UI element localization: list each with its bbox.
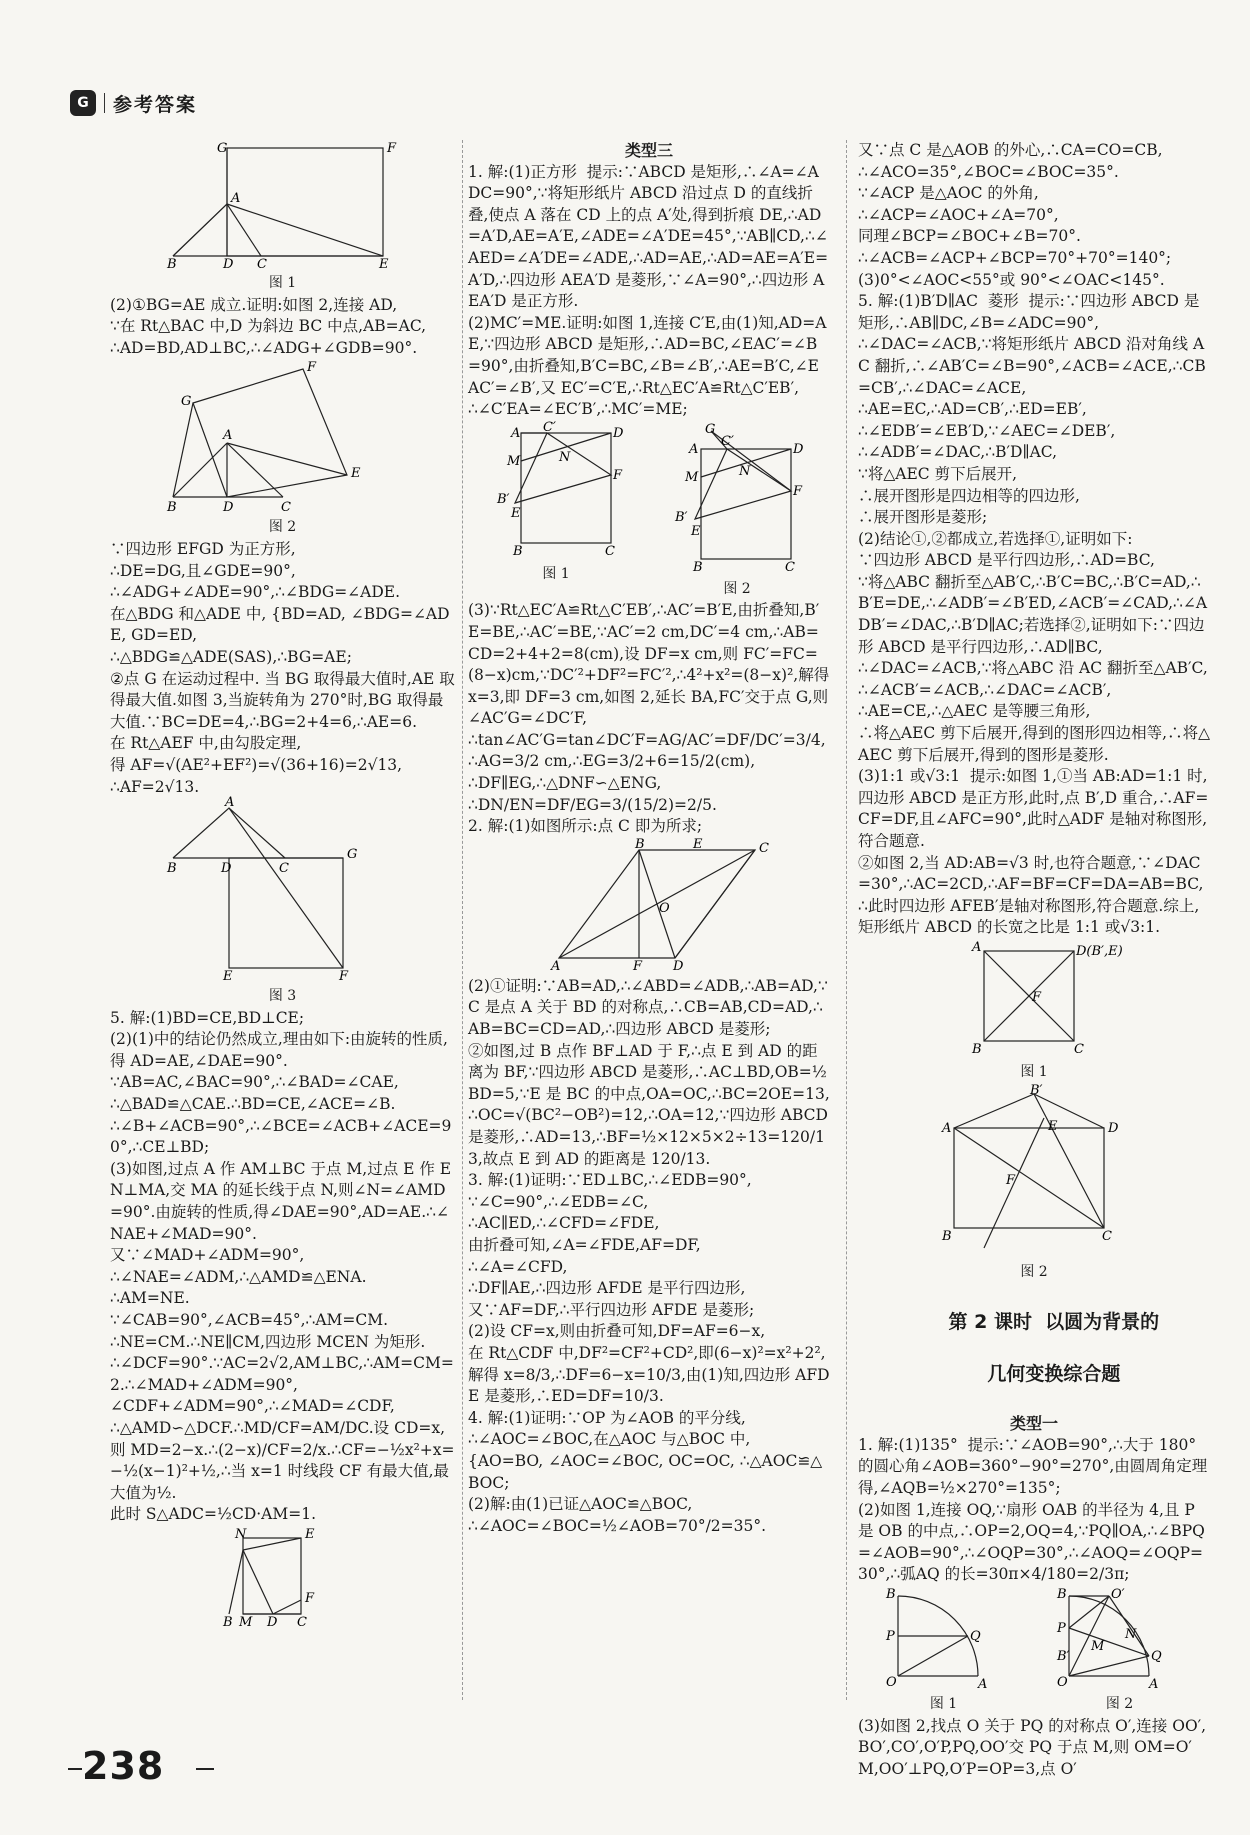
svg-text:G: G: [180, 394, 191, 410]
svg-text:O′: O′: [1110, 1586, 1125, 1602]
svg-text:P: P: [1056, 1620, 1066, 1636]
solution-text: 1. 解:(1)135° 提示:∵∠AOB=90°,∴大于 180°的圆心角∠AOB=360°−90°=270°,由圆周角定理得,∠AQB=½×270°=135°; (2)如图 1,连接 OQ,∵扇形 OAB 的半径为 4,且 P 是 OB 的中点,∴OP=2,OQ=4,∵PQ∥OA,∴∠BPQ=∠AOB=90°,∴∠OQP=30°,∴∠AOQ=∠OQP=30°,∴弧AQ 的长=30π×4/180=2/3π;: [858, 1435, 1208, 1584]
solution-text: (3)如图 2,找点 O 关于 PQ 的对称点 O′,连接 OO′,BO′,CO′,O′P,PQ,OO′交 PQ 于点 M,则 OM=O′M,OO′⊥PQ,O′P=OP=3,点 O′: [858, 1716, 1207, 1778]
figure-rectangle-mcen: [222, 1526, 343, 1630]
svg-text:A: A: [977, 1676, 987, 1692]
svg-text:E: E: [350, 466, 360, 482]
page-header-title: 参考答案: [113, 93, 198, 116]
svg-text:F: F: [1006, 1172, 1016, 1188]
svg-text:C: C: [278, 861, 289, 877]
svg-text:F: F: [793, 483, 803, 499]
column-right: [858, 140, 1210, 1780]
svg-text:C: C: [256, 257, 267, 272]
svg-text:G: G: [346, 847, 357, 863]
lesson-title-line-1: 第 2 课时 以圆为背景的: [948, 1311, 1160, 1334]
svg-text:B: B: [166, 257, 177, 272]
svg-text:Q: Q: [969, 1628, 981, 1644]
figure-caption: 图 2: [1020, 1263, 1048, 1280]
svg-text:O: O: [659, 900, 670, 916]
svg-text:C: C: [759, 840, 769, 856]
svg-text:N: N: [234, 1526, 246, 1542]
figure-quarter-circle-2: [1055, 1586, 1185, 1692]
svg-text:A: A: [972, 939, 982, 955]
svg-text:D: D: [613, 425, 624, 441]
figure-square-bdgef-1: [163, 141, 403, 272]
lesson-title-line-2: 几何变换综合题: [987, 1363, 1121, 1386]
svg-text:M: M: [507, 453, 521, 469]
svg-text:Q: Q: [1150, 1648, 1162, 1664]
column-divider: [846, 140, 847, 1700]
figure-caption: 图 1: [268, 275, 297, 291]
svg-text:B: B: [1056, 1586, 1067, 1602]
svg-text:C: C: [1074, 1041, 1084, 1057]
svg-text:B: B: [513, 543, 523, 559]
svg-text:O: O: [1056, 1674, 1068, 1690]
solution-text: 5. 解:(1)BD=CE,BD⊥CE; (2)(1)中的结论仍然成立,理由如下:由旋转的性质,得 AD=AE,∠DAE=90°. ∵AB=AC,∠BAC=90°,∴∠BAD=∠CAE, ∴△BAD≌△CAE.∴BD=CE,∠ACE=∠B. ∴∠B+∠ACB=90°,∴∠BCE=∠ACB+∠ACE=90°,∴CE⊥BD; (3)如图,过点 A 作 AM⊥BC 于点 M,过点 E 作 EN⊥MA,交 MA 的延长线于点 N,则∠N=∠AMD=90°.由旋转的性质,得∠DAE=90°,AD=AE.∴∠NAE+∠MAD=90°. 又∵∠MAD+∠ADM=90°, ∴∠NAE=∠ADM,∴△AMD≌△ENA. ∴AM=NE. ∵∠CAB=90°,∠ACB=45°,∴AM=CM. ∴NE=CM.∴NE∥CM,四边形 MCEN 为矩形. ∴∠DCF=90°.∵AC=2√2,AM⊥BC,∴AM=CM=2.∴∠MAD+∠ADM=90°, ∠CDF+∠ADM=90°,∴∠MAD=∠CDF, ∴△AMD∽△DCF.∴MD/CF=AM/DC.设 CD=x,则 MD=2−x.∴(2−x)/CF=2/x.∴CF=−½x²+x=−½(x−1)²+½,∴当 x=1 时线段 CF 有最大值,最大值为½. 此时 S△ADC=½CD·AM=1.: [110, 1008, 455, 1524]
svg-text:A: A: [511, 425, 521, 441]
svg-text:C: C: [1102, 1228, 1112, 1244]
svg-text:A: A: [942, 1120, 952, 1136]
solution-text: 2. 解:(1)如图所示:点 C 即为所求;: [468, 817, 703, 836]
page-number-rule-left: [68, 1768, 82, 1770]
svg-text:B: B: [166, 500, 177, 516]
svg-text:E: E: [511, 505, 521, 521]
svg-text:M: M: [238, 1614, 252, 1630]
figure-sector-1: [884, 1586, 1004, 1716]
svg-text:D: D: [1108, 1120, 1119, 1136]
svg-text:C: C: [605, 543, 615, 559]
svg-text:C′: C′: [543, 419, 556, 435]
svg-text:A: A: [222, 428, 232, 444]
svg-text:G: G: [216, 141, 227, 156]
svg-text:N: N: [1124, 1626, 1136, 1642]
figure-square-fold: [964, 939, 1123, 1058]
svg-text:B: B: [942, 1228, 952, 1244]
column-divider: [462, 140, 463, 1700]
svg-text:E: E: [304, 1526, 314, 1542]
svg-text:E: E: [222, 969, 232, 985]
svg-text:D: D: [222, 257, 233, 272]
svg-text:M: M: [1090, 1638, 1104, 1654]
section-type-title: 类型一: [1009, 1414, 1058, 1434]
svg-text:D(B′,E): D(B′,E): [1076, 943, 1123, 959]
svg-text:N: N: [739, 463, 751, 479]
svg-text:A: A: [224, 795, 234, 811]
svg-text:E: E: [691, 523, 701, 539]
figure-square-rotated-3: [163, 795, 403, 985]
svg-text:A: A: [551, 958, 561, 974]
figure-caption: 图 2: [723, 580, 751, 597]
figure-rotated-square-2: [163, 360, 403, 516]
svg-text:F: F: [386, 141, 396, 156]
solution-text: 又∵点 C 是△AOB 的外心,∴CA=CO=CB, ∴∠ACO=35°,∠BOC=∠BOC=35°. ∵∠ACP 是△AOC 的外角, ∴∠ACP=∠AOC+∠A=70°, 同理∠BCP=∠BOC+∠B=70°. ∴∠ACB=∠ACP+∠BCP=70°+70°=140°; (3)0°<∠AOC<55°或 90°<∠OAC<145°. 5. 解:(1)B′D∥AC 菱形 提示:∵四边形 ABCD 是矩形,∴AB∥DC,∠B=∠ADC=90°, ∴∠DAC=∠ACB,∵将矩形纸片 ABCD 沿对角线 AC 翻折,∴∠AB′C=∠B=90°,∠ACB=∠ACE,∴CB=CB′,∴∠DAC=∠ACE, ∴AE=EC,∴AD=CB′,∴ED=EB′, ∴∠EDB′=∠EB′D,∵∠AEC=∠DEB′, ∴∠ADB′=∠DAC,∴B′D∥AC, ∵将△AEC 剪下后展开, ∴展开图形是四边相等的四边形, ∴展开图形是菱形; (2)结论①,②都成立,若选择①,证明如下: ∵四边形 ABCD 是平行四边形,∴AD=BC, ∵将△ABC 翻折至△AB′C,∴B′C=BC,∴B′C=AD,∴B′E=DE,∴∠ADB′=∠B′ED,∠ACB′=∠CAD,∴∠ADB′=∠DAC,∴B′D∥AC;若选择②,证明如下:∵四边形 ABCD 是平行四边形,∴AD∥BC, ∴∠DAC=∠ACB,∵将△ABC 沿 AC 翻折至△AB′C,∴∠ACB′=∠ACB,∴∠DAC=∠ACB′, ∴AE=CE,∴△AEC 是等腰三角形, ∴将△AEC 剪下后展开,得到的图形四边相等,∴将△AEC 剪下后展开,得到的图形是菱形. (3)1:1 或√3:1 提示:如图 1,①当 AB:AD=1:1 时,四边形 ABCD 是正方形,此时,点 B′,D 重合,∴AF=CF=DF,且∠AFC=90°,此时△ADF 是轴对称图形,符合题意. ②如图 2,当 AD:AB=√3 时,也符合题意,∵∠DAC=30°,∴AC=2CD,∴AF=BF=CF=DA=AB=BC,∴此时四边形 AFEB′是轴对称图形,符合题意.综上,矩形纸片 ABCD 的长宽之比是 1:1 或√3:1.: [858, 141, 1210, 937]
svg-text:C: C: [280, 500, 291, 516]
svg-text:B: B: [166, 861, 177, 877]
svg-text:F: F: [613, 467, 623, 483]
svg-text:D: D: [222, 500, 233, 516]
figure-fold-2: [667, 421, 807, 601]
svg-text:G: G: [705, 421, 716, 437]
figure-fold-1: [491, 419, 624, 601]
figure-caption: 图 1: [929, 1695, 958, 1712]
svg-text:M: M: [685, 469, 699, 485]
solution-text: (3)∵Rt△EC′A≌Rt△C′EB′,∴AC′=B′E,由折叠知,B′E=BE,∴AC′=BE,∵AC′=2 cm,DC′=4 cm,∴AB=CD=2+4+2=8(cm),设 DF=x cm,则 FC′=FC=(8−x)cm,∵DC′²+DF²=FC′²,∴4²+x²=(8−x)²,解得 x=3,即 DF=3 cm,如图 2,延长 BA,FC′交于点 G,则∠AC′G=∠DC′F, ∴tan∠AC′G=tan∠DC′F=AG/AC′=DF/DC′=3/4, ∴AG=3/2 cm,∴EG=3/2+6=15/2(cm), ∴DF∥EG,∴△DNF∽△ENG, ∴DN/EN=DF/EG=3/(15/2)=2/5.: [468, 601, 830, 814]
svg-text:B: B: [972, 1041, 982, 1057]
header-divider: [104, 93, 105, 113]
svg-text:A: A: [230, 191, 240, 206]
column-middle: [468, 140, 830, 1537]
solution-text: ∵四边形 EFGD 为正方形, ∴DE=DG,且∠GDE=90°, ∴∠ADG+∠ADE=90°,∴∠BDG=∠ADE. 在△BDG 和△ADE 中, {BD=AD, ∠BDG=∠ADE, GD=ED, ∴△BDG≌△ADE(SAS),∴BG=AE; ②点 G 在运动过程中. 当 BG 取得最大值时,AE 取得最大值.如图 3,当旋转角为 270°时,BG 取得最大值.∵BC=DE=4,∴BG=2+4=6,∴AE=6. 在 Rt△AEF 中,由勾股定理, 得 AF=√(AE²+EF²)=√(36+16)=2√13, ∴AF=2√13.: [110, 539, 455, 796]
svg-text:F: F: [304, 1590, 314, 1606]
page-number: 238: [82, 1744, 165, 1788]
svg-text:B′: B′: [1030, 1082, 1043, 1098]
figure-row: [468, 421, 830, 601]
solution-text: 1. 解:(1)正方形 提示:∵ABCD 是矩形,∴∠A=∠ADC=90°,∵将矩形纸片 ABCD 沿过点 D 的直线折叠,使点 A 落在 CD 上的点 A′处,得到折痕 DE,∴AD=A′D,AE=A′E,∠ADE=∠A′DE=45°,∵AB∥CD,∴∠AED=∠A′DE=∠ADE,∴AD=AE,∴AD=AE=A′E=A′D,∴四边形 AEA′D 是菱形,∵∠A=90°,∴四边形 AEA′D 是正方形. (2)MC′=ME.证明:如图 1,连接 C′E,由(1)知,AD=AE,∵四边形 ABCD 是矩形,∴AD=BC,∠EAC′=∠B=90°,由折叠知,B′C=BC,∠B=∠B′,∴AE=B′C,∠EAC′=∠B′,又 EC′=C′E,∴Rt△EC′A≌Rt△C′EB′, ∴∠C′EA=∠EC′B′,∴MC′=ME;: [468, 162, 829, 419]
figure-rhombus-abcd: [509, 836, 789, 974]
svg-text:C: C: [296, 1614, 307, 1630]
page-number-rule-right: [196, 1768, 214, 1770]
svg-text:B: B: [693, 559, 703, 575]
solution-text: (2)①BG=AE 成立.证明:如图 2,连接 AD, ∵在 Rt△BAC 中,D 为斜边 BC 中点,AB=AC, ∴AD=BD,AD⊥BC,∴∠ADG+∠GDB=90°.: [110, 295, 427, 357]
svg-text:A: A: [1148, 1676, 1158, 1692]
svg-text:A: A: [689, 441, 699, 457]
svg-text:B: B: [885, 1586, 896, 1602]
solution-text: 3. 解:(1)证明:∵ED⊥BC,∴∠EDB=90°, ∵∠C=90°,∴∠EDB=∠C, ∴AC∥ED,∴∠CFD=∠FDE, 由折叠可知,∠A=∠FDE,AF=DF, ∴∠A=∠CFD, ∴DF∥AE,∴四边形 AFDE 是平行四边形, 又∵AF=DF,∴平行四边形 AFDE 是菱形; (2)设 CF=x,则由折叠可知,DF=AF=6−x, 在 Rt△CDF 中,DF²=CF²+CD²,即(6−x)²=x²+2²,解得 x=8/3,∴DF=6−x=10/3,由(1)知,四边形 AFDE 是菱形,∴ED=DF=10/3.: [468, 1171, 830, 1406]
figure-sector-2: [1055, 1586, 1185, 1716]
figure-caption: 图 2: [1105, 1695, 1134, 1712]
figure-rectangle-fold-1: [491, 419, 624, 560]
svg-text:D: D: [220, 861, 231, 877]
solution-text: (2)①证明:∵AB=AD,∴∠ABD=∠ADB,∴AB=AD,∵C 是点 A 关于 BD 的对称点,∴CB=AB,CD=AD,∴AB=BC=CD=AD,∴四边形 ABCD 是菱形; ②如图,过 B 点作 BF⊥AD 于 F,∴点 E 到 AD 的距离为 BF,∵四边形 ABCD 是菱形,∴AC⊥BD,OB=½BD=5,∵E 是 BC 的中点,OA=OC,∴BC=2OE=13,∴OC=√(BC²−OB²)=12,∴OA=12,∵四边形 ABCD 是菱形,∴AD=13,∴BF=½×12×5×2÷13=120/13,故点 E 到 AD 的距离是 120/13.: [468, 976, 830, 1168]
figure-caption: 图 2: [268, 519, 297, 536]
svg-text:N: N: [559, 449, 571, 465]
figure-caption: 图 1: [1020, 1063, 1048, 1080]
section-type-title: 类型三: [624, 141, 673, 160]
svg-text:F: F: [633, 958, 643, 974]
svg-text:C: C: [785, 559, 795, 575]
column-left: [110, 140, 455, 1634]
svg-text:F: F: [1032, 989, 1042, 1005]
figure-row: [858, 1586, 1210, 1716]
svg-text:E: E: [1048, 1118, 1058, 1134]
figure-rectangle-fold-30: [934, 1082, 1134, 1258]
svg-text:F: F: [338, 969, 348, 985]
svg-text:F: F: [306, 360, 316, 376]
svg-text:D: D: [673, 958, 684, 974]
page-header: [70, 88, 197, 118]
svg-text:B: B: [635, 836, 645, 852]
svg-text:D: D: [793, 441, 804, 457]
figure-quarter-circle-1: [884, 1586, 1004, 1692]
brand-logo: G: [70, 90, 96, 116]
svg-text:E: E: [693, 836, 703, 852]
svg-text:B′: B′: [1056, 1648, 1070, 1664]
svg-text:B: B: [222, 1614, 233, 1630]
svg-text:E: E: [378, 257, 388, 272]
svg-text:B′: B′: [497, 491, 510, 507]
svg-text:O: O: [885, 1674, 897, 1690]
svg-text:C′: C′: [721, 433, 734, 449]
figure-rectangle-fold-2: [667, 421, 807, 575]
solution-text: 4. 解:(1)证明:∵OP 为∠AOB 的平分线, ∴∠AOC=∠BOC,在△AOC 与△BOC 中, {AO=BO, ∠AOC=∠BOC, OC=OC, ∴△AOC≌△BOC; (2)解:由(1)已证△AOC≌△BOC, ∴∠AOC=∠BOC=½∠AOB=70°/2=35°.: [468, 1408, 823, 1535]
svg-text:P: P: [885, 1628, 895, 1644]
figure-caption: 图 3: [268, 988, 297, 1005]
figure-caption: 图 1: [542, 565, 570, 582]
svg-text:B′: B′: [675, 509, 688, 525]
svg-text:D: D: [266, 1614, 277, 1630]
lesson-title: [858, 1283, 1210, 1413]
